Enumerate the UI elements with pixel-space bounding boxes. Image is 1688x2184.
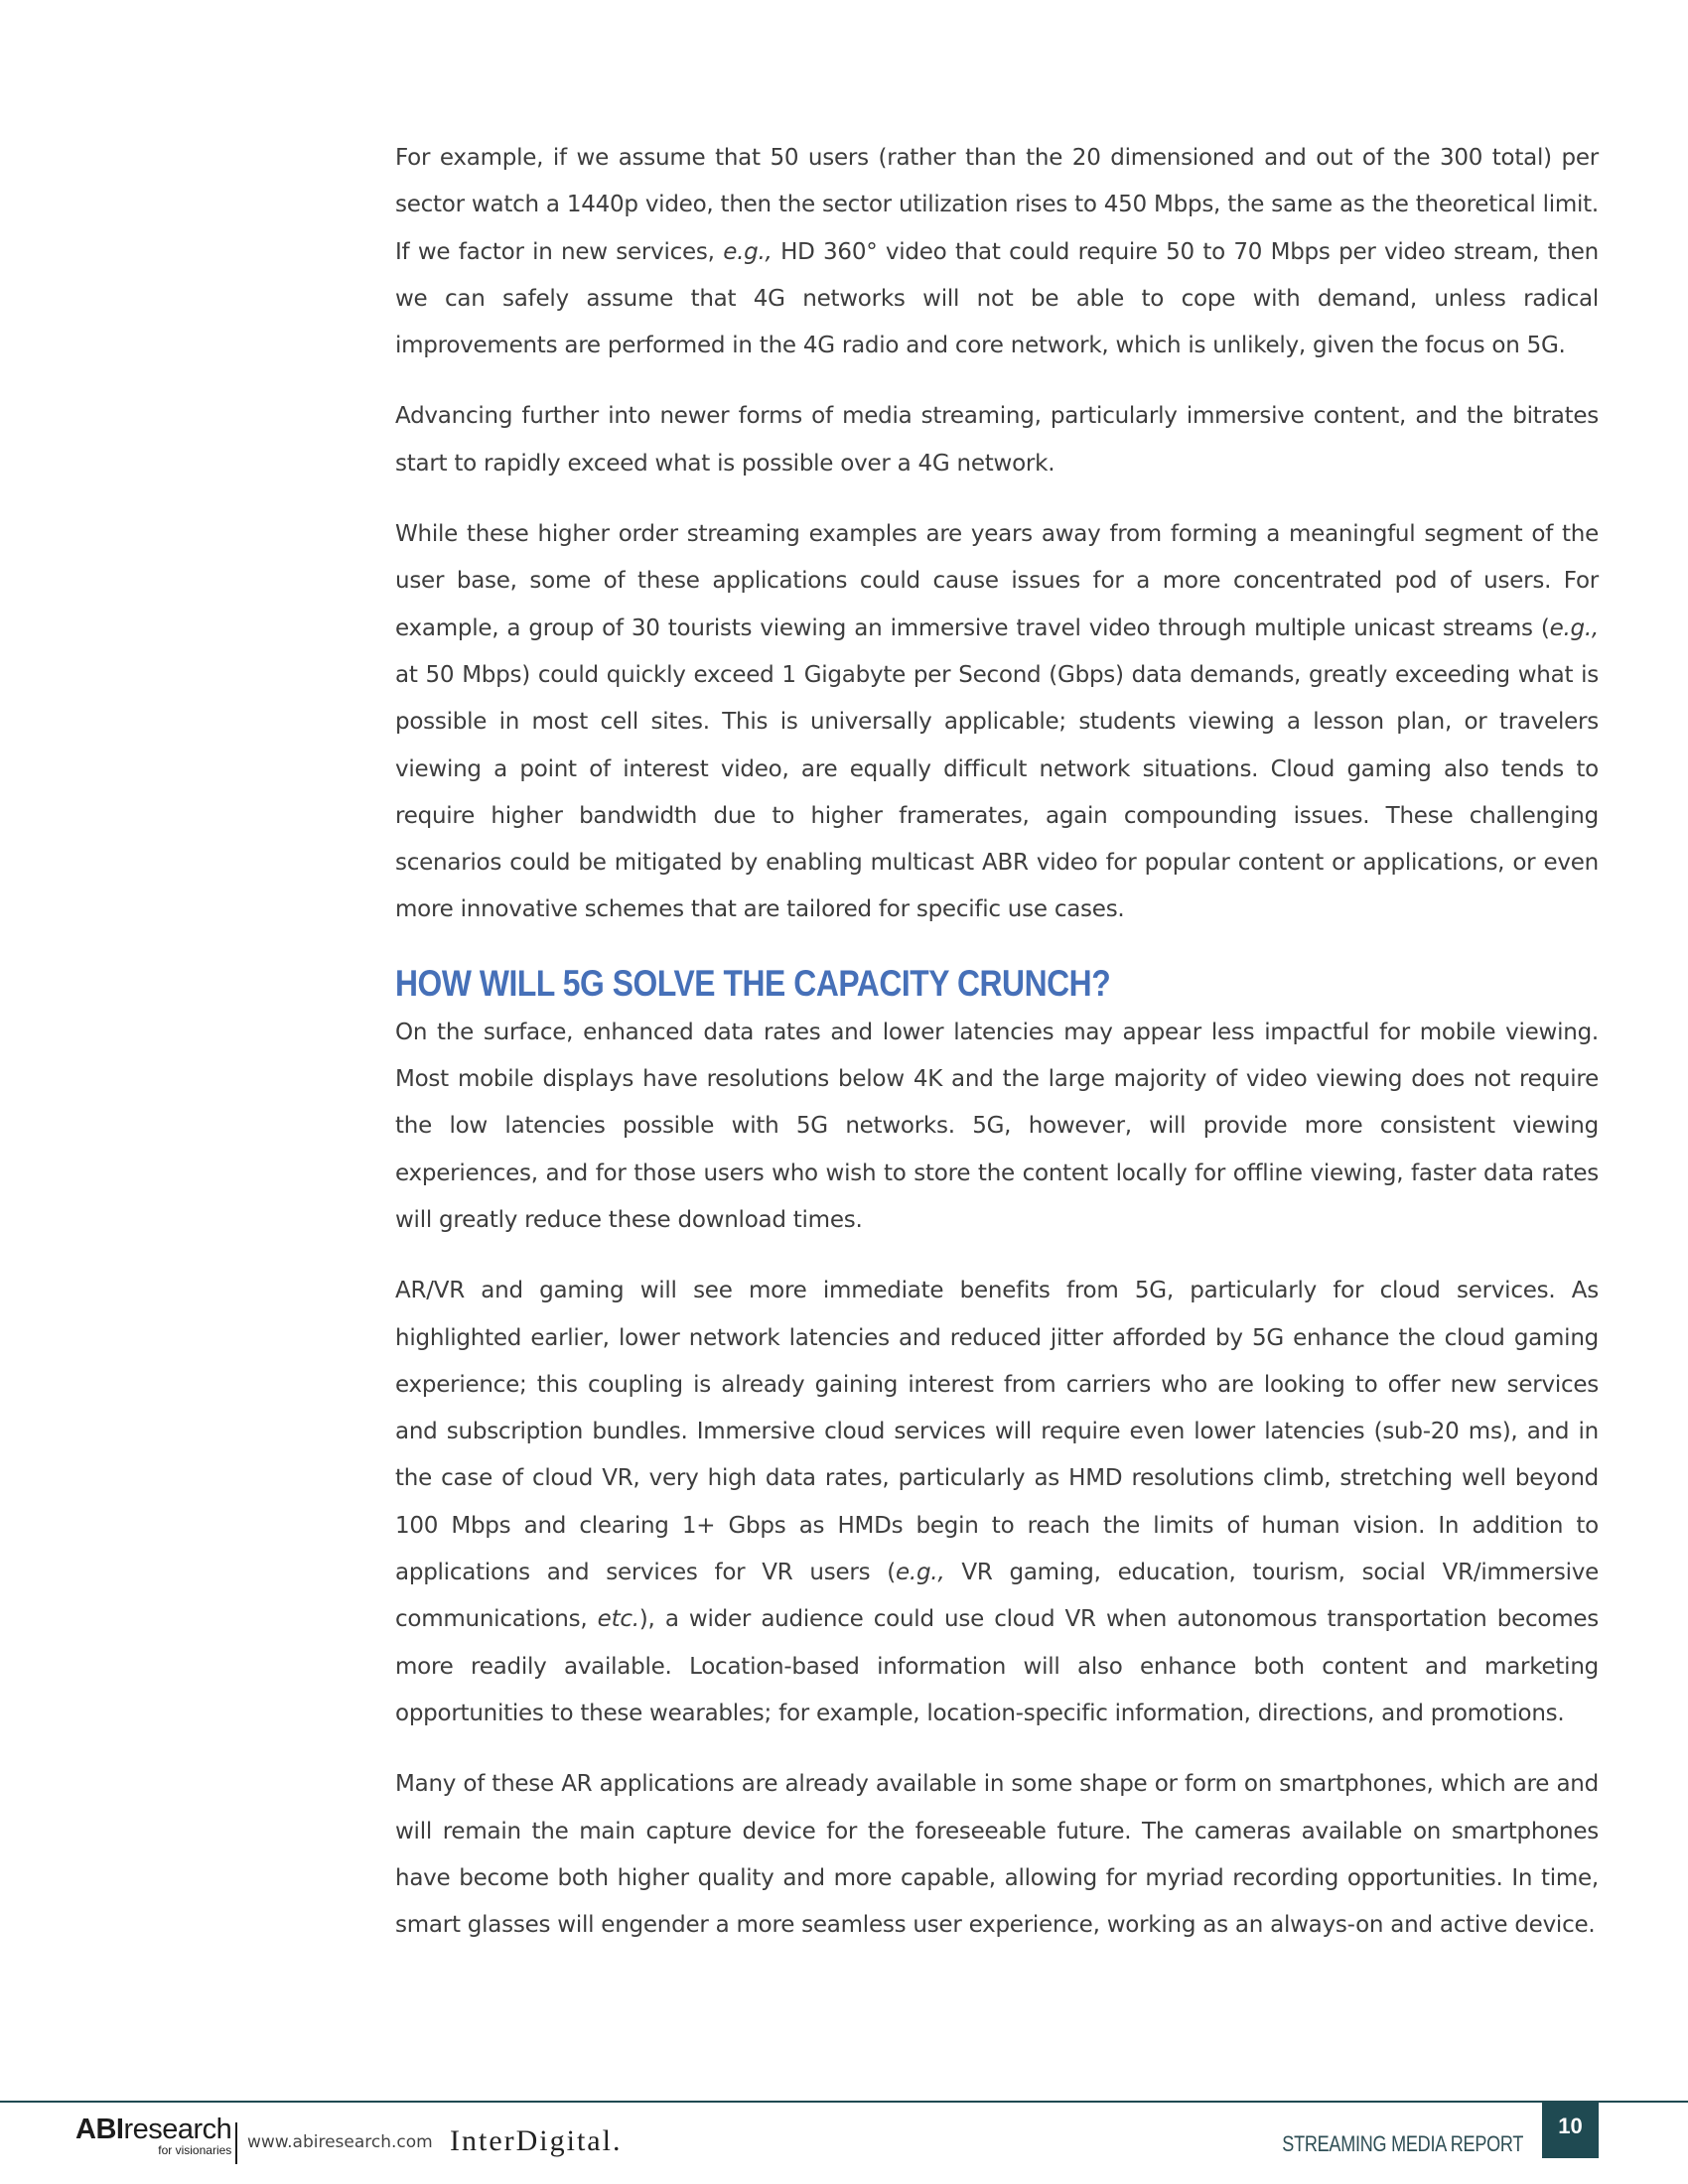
paragraph-text: While these higher order streaming examples are years away from forming a meaningful segment of the user base, some of these applications could cause issues for a more concentrated pod of users. For example, a group of 30 tourists viewing an immersive travel video through multiple unicast streams ( (395, 521, 1599, 641)
page-number: 10 (1542, 2101, 1599, 2158)
paragraph-text: at 50 Mbps) could quickly exceed 1 Gigabyte per Second (Gbps) data demands, greatly exceeding what is possible in most cell sites. This is universally applicable; students viewing a lesson plan, or travelers viewing a point of interest video, are equally difficult network situations. Cloud gaming also tends to require higher bandwidth due to higher framerates, again compounding issues. These challenging scenarios could be mitigated by enabling multicast ABR video for popular content or applications, or even more innovative schemes that are tailored for specific use cases. (395, 661, 1599, 923)
body-paragraph (395, 1761, 1599, 1949)
body-paragraph (395, 511, 1599, 934)
abi-logo-tagline: for visionaries (158, 2143, 232, 2157)
body-paragraph (395, 1010, 1599, 1244)
paragraph-text: Many of these AR applications are already available in some shape or form on smartphones, which are and will remain the main capture device for the foreseeable future. The cameras available on smartphones have become both higher quality and more capable, allowing for myriad recording opportunities. In time, smart glasses will engender a more seamless user experience, working as an always-on and active device. (395, 1771, 1599, 1939)
report-title: STREAMING MEDIA REPORT (1282, 2131, 1523, 2156)
page-content (395, 135, 1599, 1973)
italic-text: e.g., (895, 1560, 945, 1586)
abi-logo-bold: ABI (75, 2114, 124, 2145)
body-paragraph (395, 1268, 1599, 1737)
paragraph-text: For example, if we assume that 50 users (rather than the 20 dimensioned and out of the 300 total) per sector watch a 1440p video, then the sector utilization rises to 450 Mbps, the same as the theoretical limit. If we factor in new services, (395, 145, 1599, 265)
body-paragraph (395, 393, 1599, 487)
paragraph-text: HD 360° video that could require 50 to 70 Mbps per video stream, then we can safely assume that 4G networks will not be able to cope with demand, unless radical improvements are performed in the 4G radio and core network, which is unlikely, given the focus on 5G. (395, 238, 1599, 359)
paragraph-text: On the surface, enhanced data rates and lower latencies may appear less impactful for mobile viewing. Most mobile displays have resolutions below 4K and the large majority of video viewing does not require the low latencies possible with 5G networks. 5G, however, will provide more consistent viewing experiences, and for those users who wish to store the content locally for offline viewing, faster data rates will greatly reduce these download times. (395, 1019, 1599, 1233)
footer-url: www.abiresearch.com (247, 2132, 433, 2152)
logo-divider (235, 2122, 237, 2164)
footer-rule (0, 2101, 1688, 2103)
italic-text: etc. (597, 1606, 639, 1633)
italic-text: e.g., (723, 238, 773, 265)
paragraph-text: AR/VR and gaming will see more immediate benefits from 5G, particularly for cloud services. As highlighted earlier, lower network latencies and reduced jitter afforded by 5G enhance the cloud gaming experience; this coupling is already gaining interest from carriers who are looking to offer new services and subscription bundles. Immersive cloud services will require even lower latencies (sub-20 ms), and in the case of cloud VR, very high data rates, particularly as HMD resolutions climb, stretching well beyond 100 Mbps and clearing 1+ Gbps as HMDs begin to reach the limits of human vision. In addition to applications and services for VR users ( (395, 1278, 1599, 1586)
paragraph-text: ), a wider audience could use cloud VR when autonomous transportation becomes more readily available. Location-based information will also enhance both content and marketing opportunities to these wearables; for example, location-specific information, directions, and promotions. (395, 1606, 1599, 1726)
abi-research-logo (75, 2113, 231, 2172)
paragraph-text: Advancing further into newer forms of media streaming, particularly immersive content, and the bitrates start to rapidly exceed what is possible over a 4G network. (395, 403, 1599, 477)
section-heading: HOW WILL 5G SOLVE THE CAPACITY CRUNCH? (395, 962, 1111, 1004)
abi-logo-rest: research (123, 2114, 232, 2145)
italic-text: e.g., (1549, 614, 1599, 641)
section-paragraphs (395, 1010, 1599, 1950)
body-paragraph (395, 135, 1599, 369)
paragraph-text: VR gaming, education, tourism, social VR/immersive communications, (395, 1560, 1600, 1633)
intro-paragraphs (395, 135, 1599, 934)
interdigital-logo: InterDigital. (450, 2124, 623, 2157)
